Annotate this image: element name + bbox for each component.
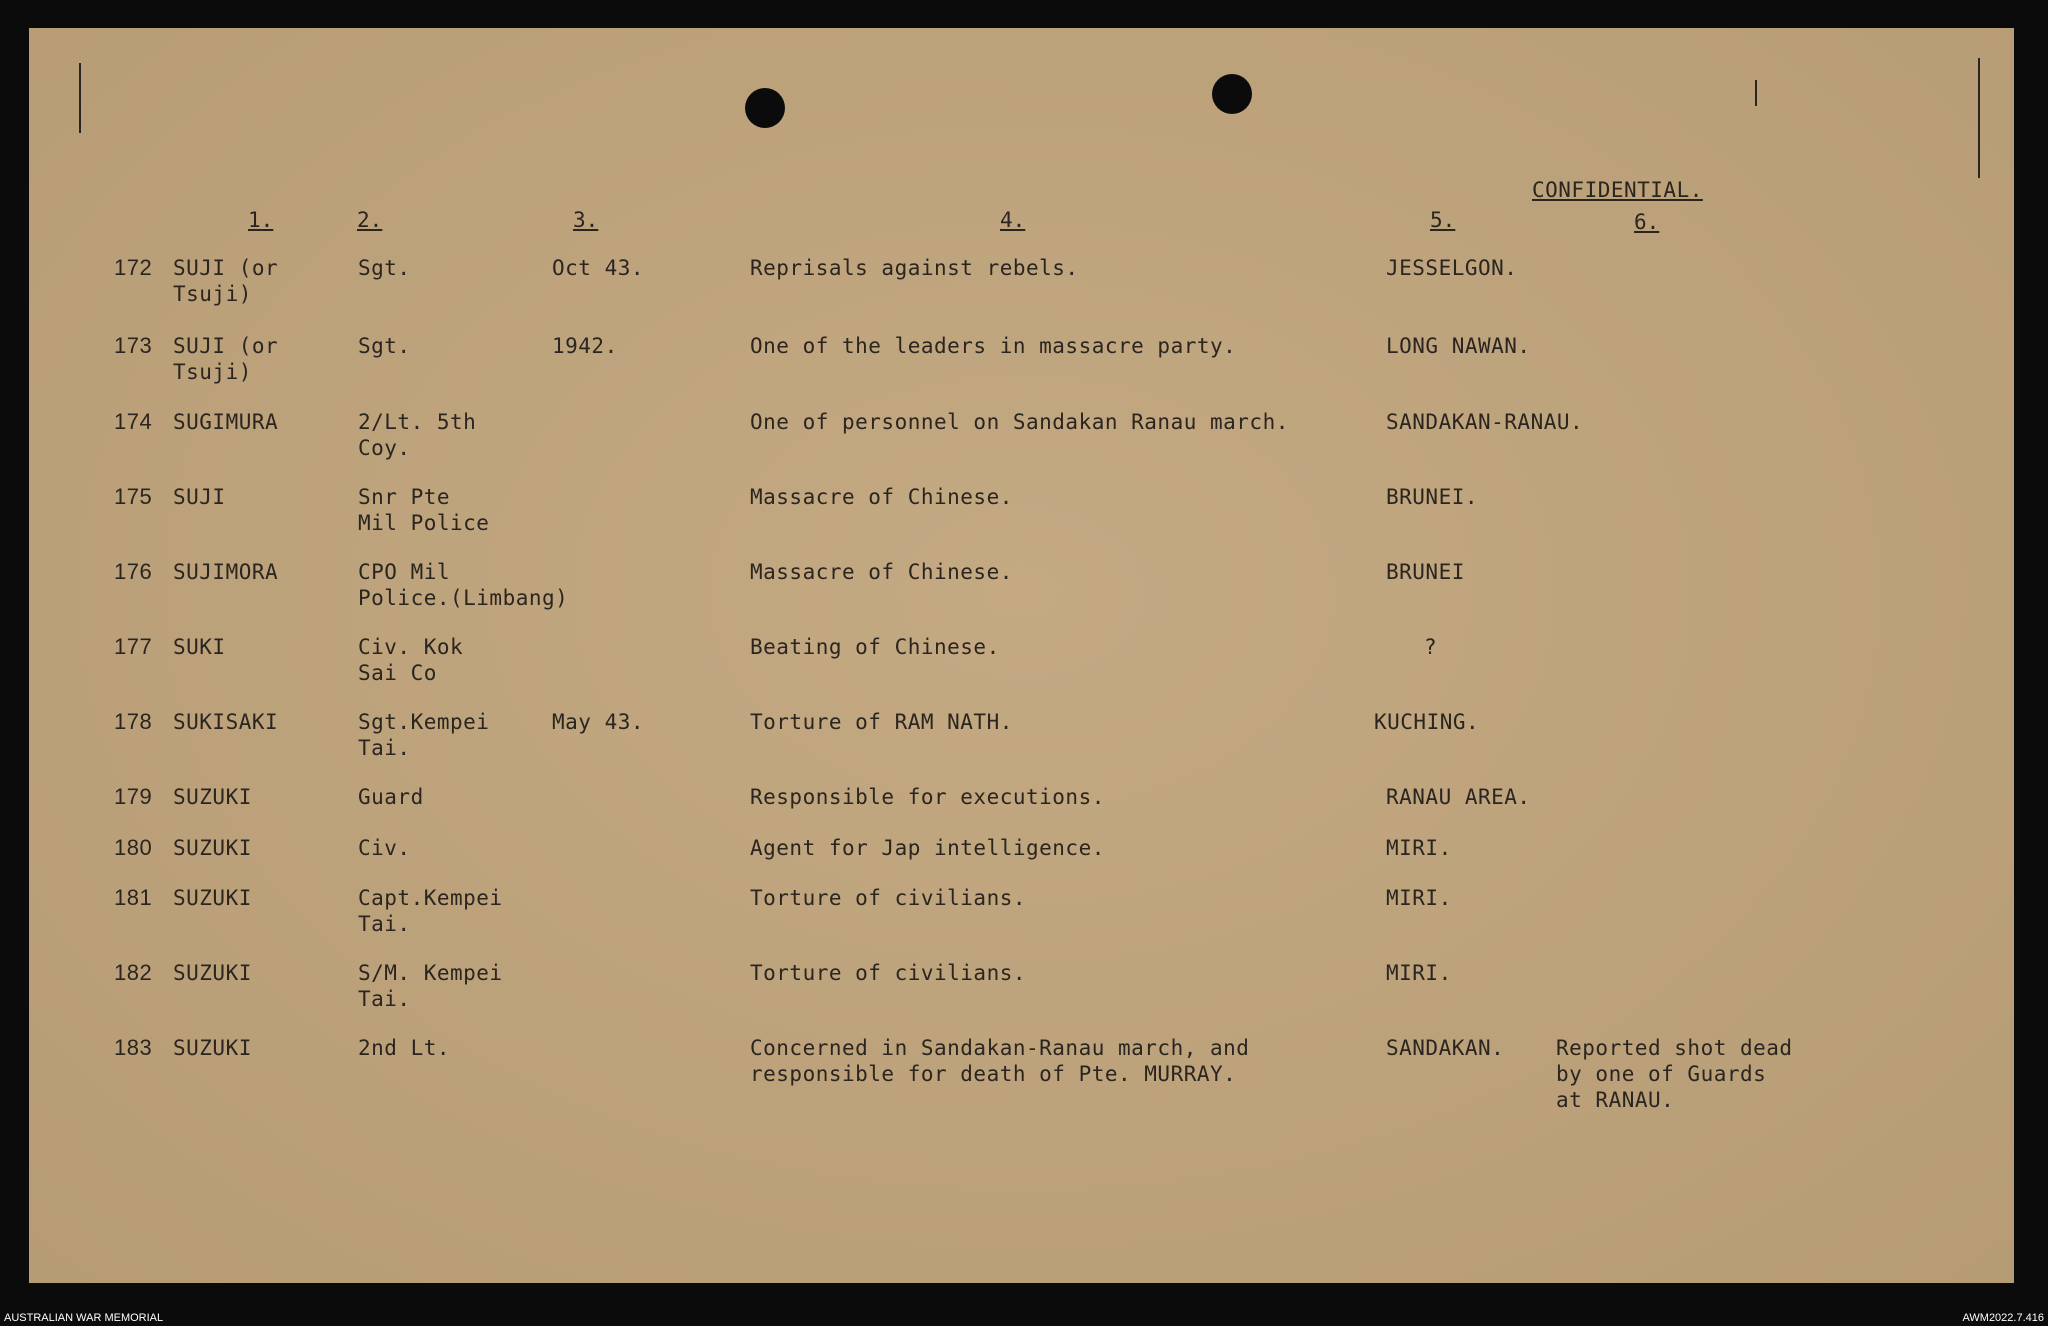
cell-name: SUKI bbox=[173, 635, 226, 659]
cell-place: BRUNEI bbox=[1386, 560, 1465, 584]
cell-date: Oct 43. bbox=[552, 256, 645, 280]
column-header-5: 5. bbox=[1430, 208, 1456, 232]
cell-rank: S/M. Kempei Tai. bbox=[358, 961, 503, 1011]
cell-rank: Sgt.Kempei Tai. bbox=[358, 710, 490, 760]
cell-crime: Massacre of Chinese. bbox=[750, 485, 1013, 509]
cell-no: 174 bbox=[114, 409, 153, 434]
cell-place: MIRI. bbox=[1386, 836, 1452, 860]
cell-place: KUCHING. bbox=[1374, 710, 1480, 734]
column-header-6: 6. bbox=[1634, 210, 1660, 234]
margin-mark bbox=[79, 63, 81, 133]
cell-rank: Guard bbox=[358, 785, 424, 809]
cell-place: LONG NAWAN. bbox=[1386, 334, 1531, 358]
cell-place: RANAU AREA. bbox=[1386, 785, 1531, 809]
footer-reference: AWM2022.7.416 bbox=[1962, 1312, 2044, 1324]
cell-no: 179 bbox=[114, 784, 153, 809]
cell-crime: One of the leaders in massacre party. bbox=[750, 334, 1237, 358]
cell-no: 181 bbox=[114, 885, 153, 910]
cell-place: JESSELGON. bbox=[1386, 256, 1518, 280]
cell-crime: Agent for Jap intelligence. bbox=[750, 836, 1105, 860]
cell-place: ? bbox=[1424, 635, 1438, 659]
margin-mark bbox=[1978, 58, 1980, 178]
punch-hole-left bbox=[745, 88, 785, 128]
cell-crime: Reprisals against rebels. bbox=[750, 256, 1079, 280]
cell-crime: Torture of civilians. bbox=[750, 886, 1027, 910]
cell-crime: Concerned in Sandakan-Ranau march, and responsible for death of Pte. MURRAY. bbox=[750, 1036, 1250, 1086]
cell-no: 183 bbox=[114, 1035, 153, 1060]
cell-no: 182 bbox=[114, 960, 153, 985]
cell-no: 177 bbox=[114, 634, 153, 659]
cell-rank: Capt.Kempei Tai. bbox=[358, 886, 503, 936]
cell-name: SUZUKI bbox=[173, 886, 252, 910]
cell-rank: Sgt. bbox=[358, 256, 411, 280]
cell-no: 176 bbox=[114, 559, 153, 584]
margin-mark bbox=[1755, 80, 1757, 106]
cell-no: 172 bbox=[114, 255, 153, 280]
cell-rank: Snr Pte Mil Police bbox=[358, 485, 490, 535]
column-header-4: 4. bbox=[1000, 208, 1026, 232]
cell-crime: Torture of civilians. bbox=[750, 961, 1027, 985]
cell-rank: Civ. bbox=[358, 836, 411, 860]
cell-name: SUGIMURA bbox=[173, 410, 279, 434]
column-header-1: 1. bbox=[248, 208, 274, 232]
cell-place: SANDAKAN. bbox=[1386, 1036, 1505, 1060]
cell-remarks: Reported shot dead by one of Guards at RANAU. bbox=[1556, 1036, 1793, 1112]
cell-name: SUZUKI bbox=[173, 961, 252, 985]
cell-rank: Civ. Kok Sai Co bbox=[358, 635, 464, 685]
cell-rank: 2/Lt. 5th Coy. bbox=[358, 410, 477, 460]
cell-place: BRUNEI. bbox=[1386, 485, 1479, 509]
cell-name: SUJI (or Tsuji) bbox=[173, 256, 279, 306]
cell-crime: Beating of Chinese. bbox=[750, 635, 1000, 659]
cell-name: SUZUKI bbox=[173, 1036, 252, 1060]
cell-rank: CPO Mil Police.(Limbang) bbox=[358, 560, 569, 610]
cell-place: SANDAKAN-RANAU. bbox=[1386, 410, 1584, 434]
cell-crime: Responsible for executions. bbox=[750, 785, 1105, 809]
column-header-2: 2. bbox=[357, 208, 383, 232]
column-header-3: 3. bbox=[573, 208, 599, 232]
cell-rank: 2nd Lt. bbox=[358, 1036, 451, 1060]
cell-date: May 43. bbox=[552, 710, 645, 734]
cell-date: 1942. bbox=[552, 334, 618, 358]
punch-hole-right bbox=[1212, 74, 1252, 114]
cell-name: SUZUKI bbox=[173, 836, 252, 860]
cell-crime: Torture of RAM NATH. bbox=[750, 710, 1013, 734]
footer-credit: AUSTRALIAN WAR MEMORIAL bbox=[4, 1312, 164, 1324]
cell-no: 173 bbox=[114, 333, 153, 358]
cell-crime: Massacre of Chinese. bbox=[750, 560, 1013, 584]
cell-no: 175 bbox=[114, 484, 153, 509]
cell-no: 178 bbox=[114, 709, 153, 734]
cell-name: SUZUKI bbox=[173, 785, 252, 809]
cell-place: MIRI. bbox=[1386, 886, 1452, 910]
confidential-stamp: CONFIDENTIAL. bbox=[1532, 178, 1703, 202]
cell-crime: One of personnel on Sandakan Ranau march. bbox=[750, 410, 1289, 434]
cell-name: SUKISAKI bbox=[173, 710, 279, 734]
cell-no: 180 bbox=[114, 835, 153, 860]
cell-place: MIRI. bbox=[1386, 961, 1452, 985]
cell-rank: Sgt. bbox=[358, 334, 411, 358]
cell-name: SUJI (or Tsuji) bbox=[173, 334, 279, 384]
cell-name: SUJIMORA bbox=[173, 560, 279, 584]
cell-name: SUJI bbox=[173, 485, 226, 509]
